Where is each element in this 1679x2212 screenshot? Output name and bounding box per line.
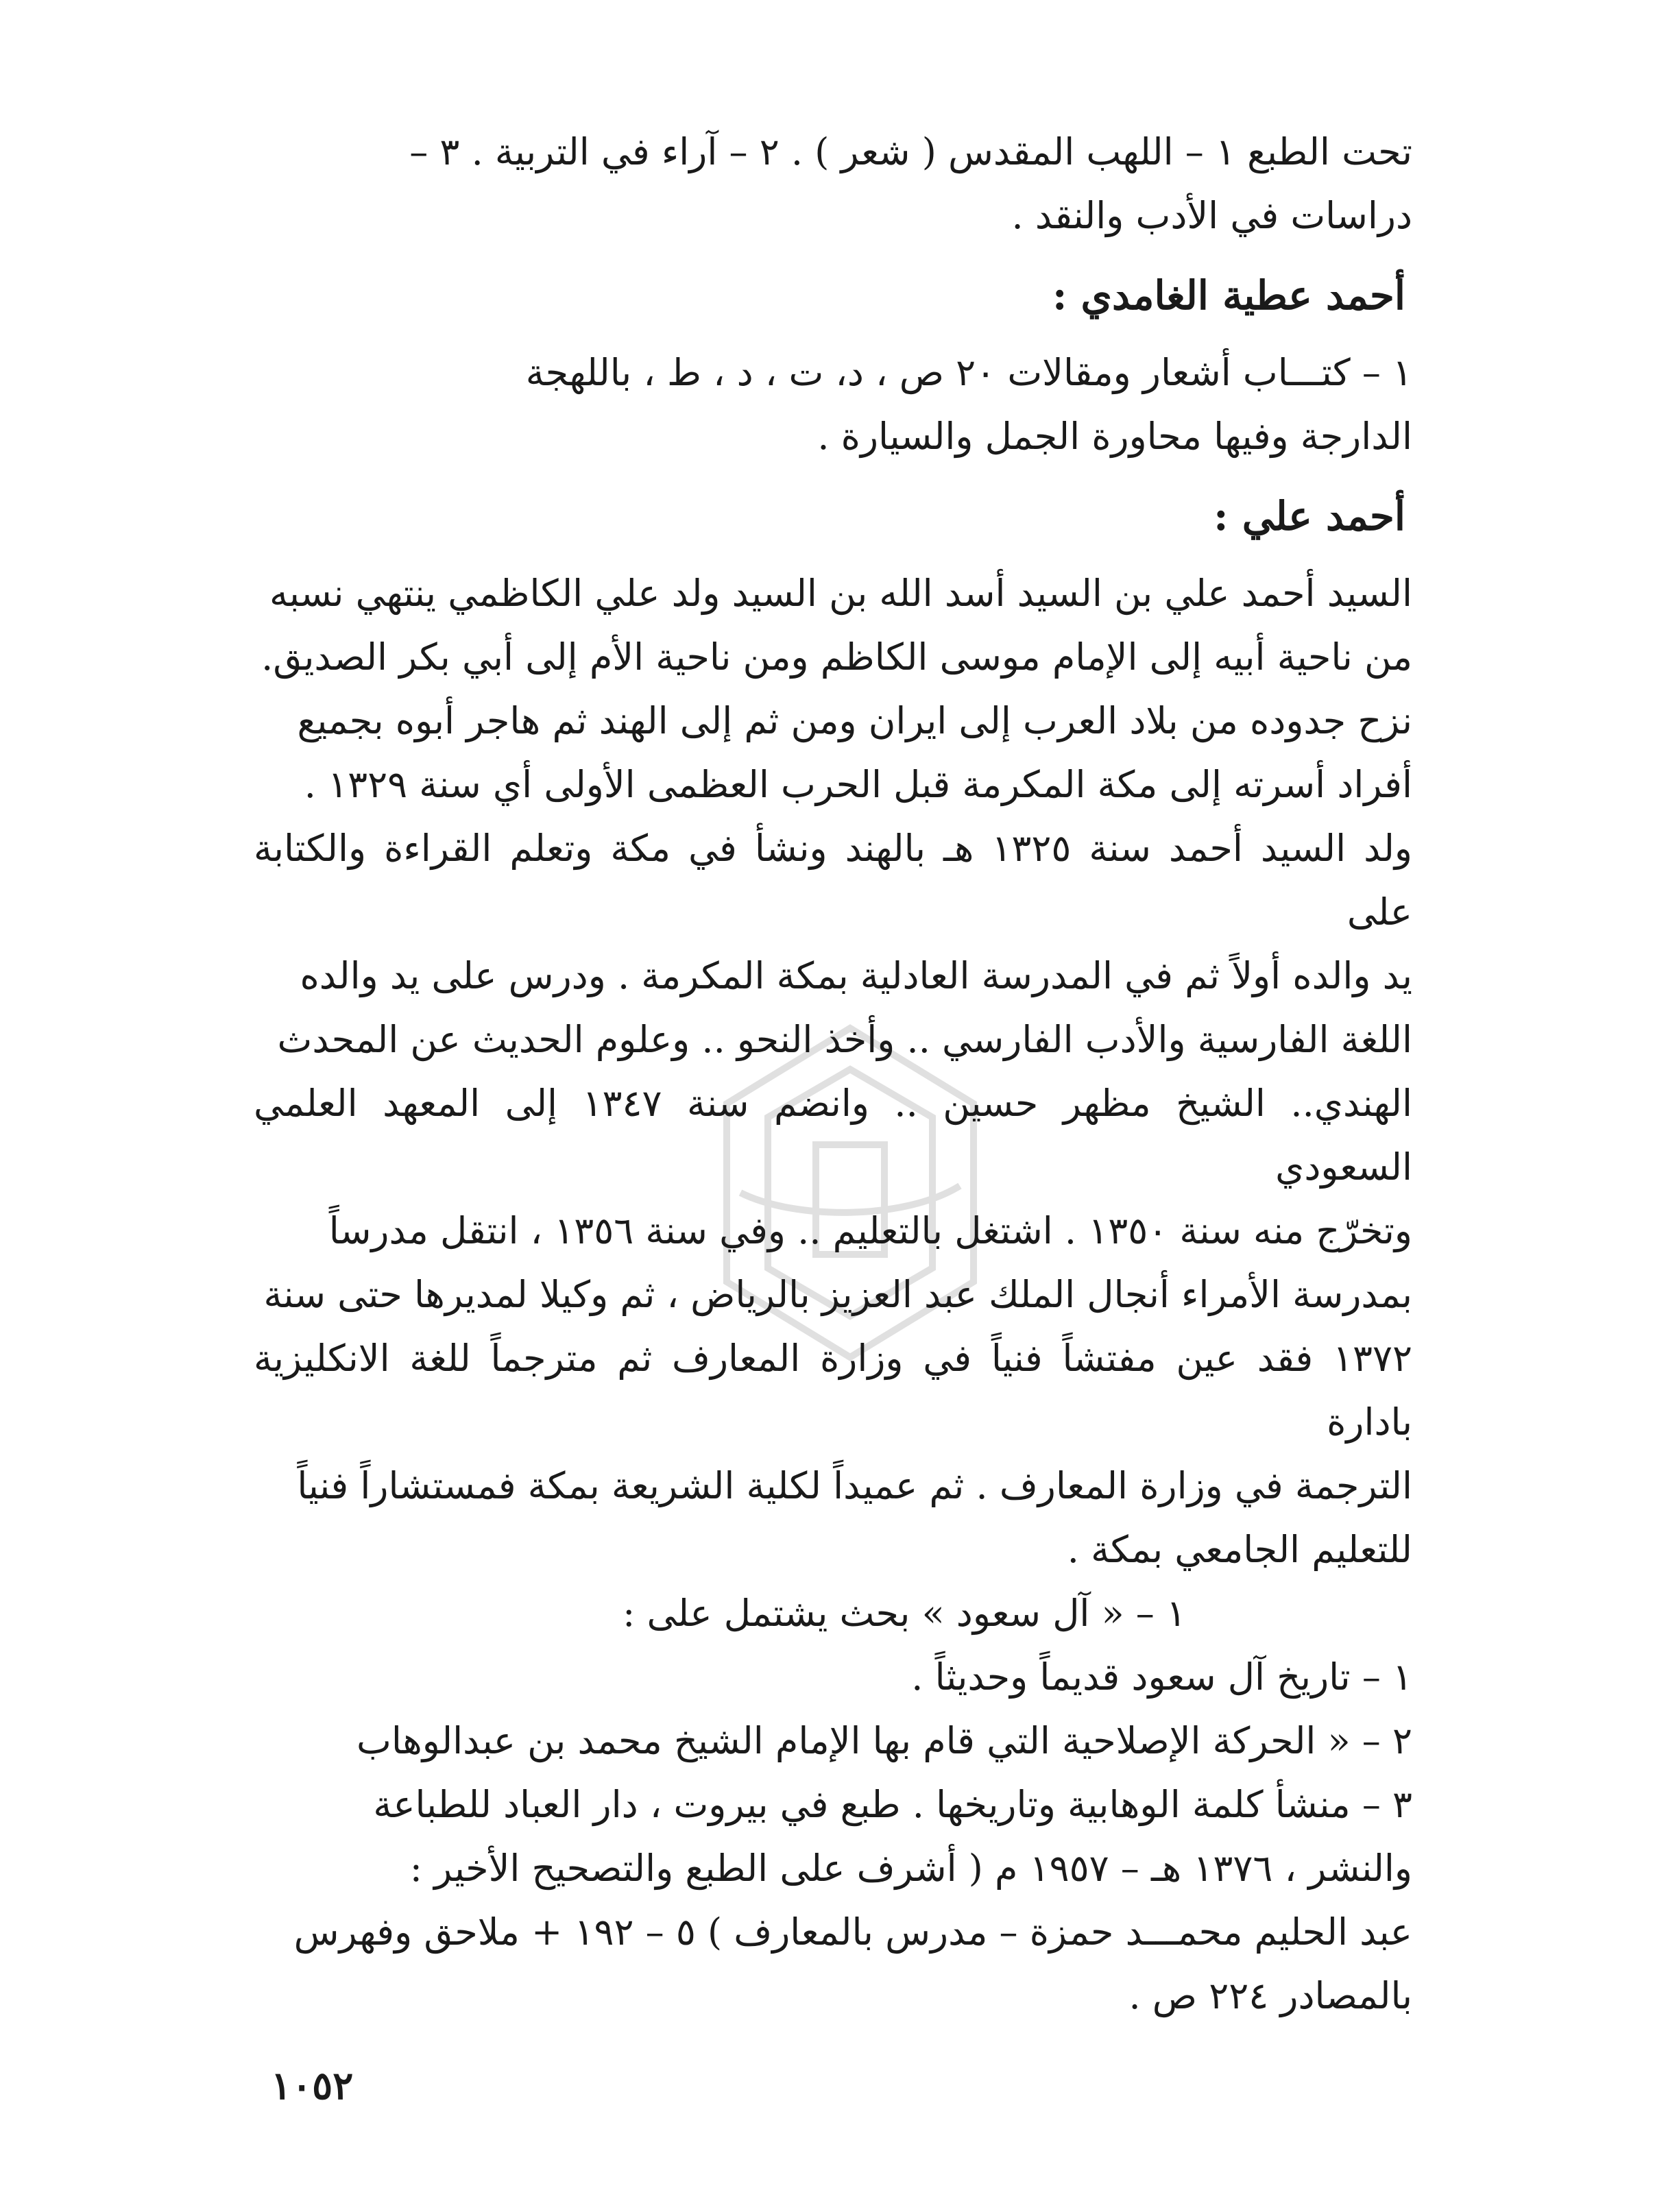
text-line: أفراد أسرته إلى مكة المكرمة قبل الحرب العظمى الأولى أي سنة ١٣٢٩ . <box>304 763 1412 806</box>
text-line: ولد السيد أحمد سنة ١٣٢٥ هـ بالهند ونشأ في مكة وتعلم القراءة والكتابة على <box>254 827 1412 934</box>
text-line: وتخرّج منه سنة ١٣٥٠ . اشتغل بالتعليم .. وفي سنة ١٣٥٦ ، انتقل مدرساً <box>328 1209 1412 1252</box>
page-number: ١٠٥٢ <box>271 2063 354 2108</box>
works-list-item: ٢ – « الحركة الإصلاحية التي قام بها الإمام الشيخ محمد بن عبدالوهاب <box>357 1719 1412 1762</box>
text-line: عبد الحليم محمـــد حمزة – مدرس بالمعارف ) ٥ – ١٩٢ + ملاحق وفهرس <box>293 1910 1412 1954</box>
text-line: الدارجة وفيها محاورة الجمل والسيارة . <box>817 415 1412 458</box>
text-line: من ناحية أبيه إلى الإمام موسى الكاظم ومن ناحية الأم إلى أبي بكر الصديق. <box>261 635 1412 679</box>
paragraph-in-press <box>254 120 1412 247</box>
text-line: دراسات في الأدب والنقد . <box>1011 194 1412 237</box>
paragraph-ghamdi-works <box>254 341 1412 468</box>
section-heading: أحمد علي : <box>1213 493 1405 539</box>
section-heading: أحمد عطية الغامدي : <box>1052 272 1405 319</box>
text-line: للتعليم الجامعي بمكة . <box>1067 1528 1412 1571</box>
text-line: نزح جدوده من بلاد العرب إلى ايران ومن ثم إلى الهند ثم هاجر أبوه بجميع <box>297 699 1412 742</box>
main-text <box>254 120 1412 2028</box>
paragraph-biography <box>254 561 1412 1581</box>
paragraph-publication <box>254 1773 1412 2028</box>
text-line: بالمصادر ٢٢٤ ص . <box>1128 1974 1412 2017</box>
text-line: تحت الطبع ١ – اللهب المقدس ( شعر ) . ٢ – آراء في التربية . ٣ – <box>409 130 1412 173</box>
text-line: بمدرسة الأمراء أنجال الملك عبد العزيز بالرياض ، ثم وكيلا لمديرها حتى سنة <box>263 1273 1412 1316</box>
text-line: الهندي.. الشيخ مظهر حسين .. وانضم سنة ١٣٤٧ إلى المعهد العلمي السعودي <box>254 1082 1412 1189</box>
text-line: والنشر ، ١٣٧٦ هـ – ١٩٥٧ م ( أشرف على الطبع والتصحيح الأخير : <box>409 1847 1412 1890</box>
text-line: السيد أحمد علي بن السيد أسد الله بن السيد ولد علي الكاظمي ينتهي نسبه <box>269 572 1412 615</box>
text-line: ١٣٧٢ فقد عين مفتشاً فنياً في وزارة المعارف ثم مترجماً للغة الانكليزية بادارة <box>254 1337 1412 1444</box>
text-line: يد والده أولاً ثم في المدرسة العادلية بمكة المكرمة . ودرس على يد والده <box>300 954 1412 997</box>
text-line: ١ – كتـــاب أشعار ومقالات ٢٠ ص ، د، ت ، د ، ط ، باللهجة <box>525 351 1412 394</box>
text-line: الترجمة في وزارة المعارف . ثم عميداً لكلية الشريعة بمكة فمستشاراً فنياً <box>297 1464 1412 1507</box>
works-list-intro: ١ – « آل سعود » بحث يشتمل على : <box>623 1592 1186 1635</box>
text-line: اللغة الفارسية والأدب الفارسي .. وأخذ النحو .. وعلوم الحديث عن المحدث <box>277 1018 1412 1061</box>
works-list-item: ١ – تاريخ آل سعود قديماً وحديثاً . <box>911 1655 1412 1699</box>
text-line: ٣ – منشأ كلمة الوهابية وتاريخها . طبع في بيروت ، دار العباد للطباعة <box>373 1783 1412 1826</box>
